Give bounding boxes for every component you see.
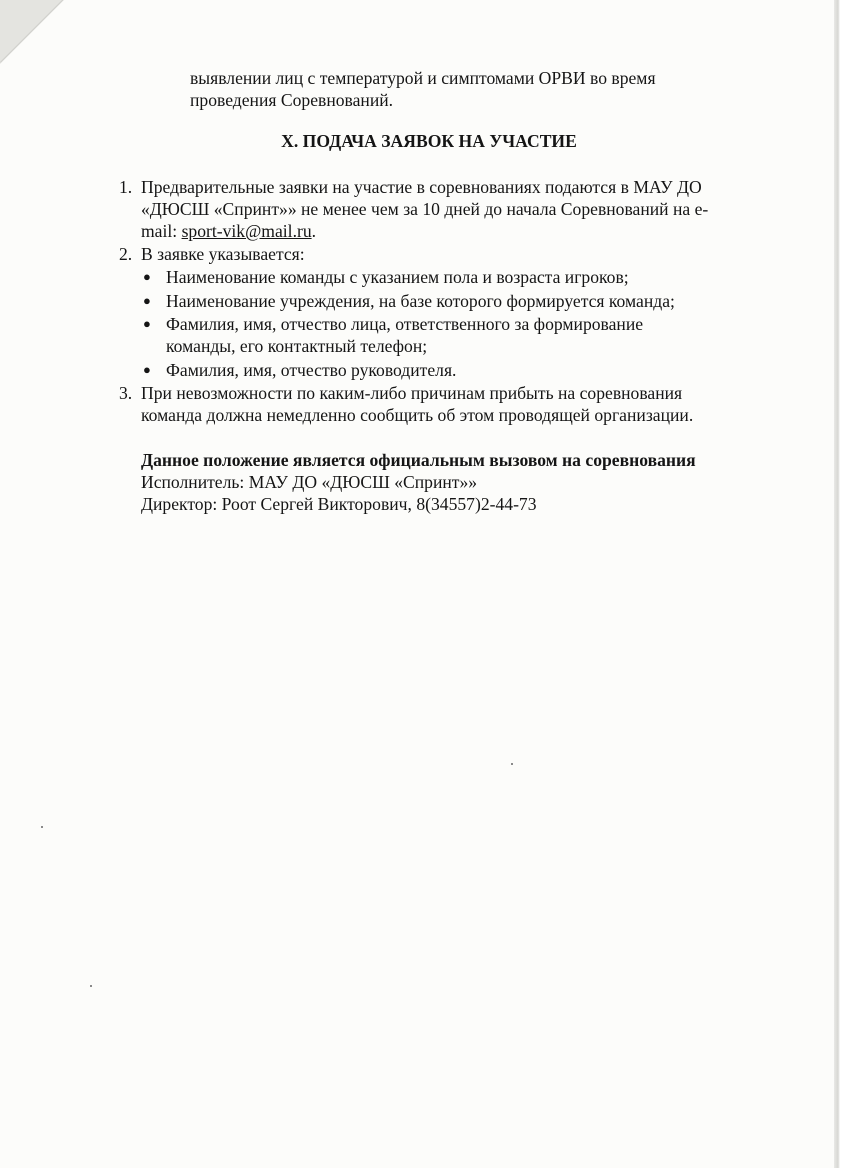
official-call-statement: Данное положение является официальным вызовом на соревнования	[141, 450, 696, 470]
item-1-line-3	[141, 220, 316, 242]
intro-line-1: выявлении лиц с температурой и симптомами ОРВИ во время	[190, 68, 656, 88]
item-1-line-2: «ДЮСШ «Спринт»» не менее чем за 10 дней до начала Соревнований на e-	[141, 199, 709, 219]
scan-speck	[511, 763, 513, 765]
scan-speck	[90, 985, 92, 987]
email-link[interactable]: sport-vik@mail.ru	[181, 221, 312, 241]
bullet-item-3-line-1: Фамилия, имя, отчество лица, ответственного за формирование	[166, 314, 644, 334]
item-3-line-1: При невозможности по каким-либо причинам прибыть на соревнования	[141, 383, 683, 403]
executor-line: Исполнитель: МАУ ДО «ДЮСШ «Спринт»»	[141, 472, 478, 492]
bullet-item-1: Наименование команды с указанием пола и возраста игроков;	[166, 267, 629, 287]
page-edge	[834, 0, 848, 1168]
email-suffix: .	[311, 221, 317, 241]
director-line: Директор: Роот Сергей Викторович, 8(34557)2-44-73	[141, 494, 537, 514]
item-3-line-2: команда должна немедленно сообщить об этом проводящей организации.	[141, 405, 694, 425]
bullet-item-4: Фамилия, имя, отчество руководителя.	[166, 360, 457, 380]
email-prefix: mail:	[141, 221, 182, 241]
item-2-number: 2.	[119, 244, 133, 264]
scan-speck	[41, 826, 43, 828]
bullet-item-2: Наименование учреждения, на базе которого формируется команда;	[166, 291, 675, 311]
item-3-number: 3.	[119, 383, 133, 403]
intro-line-2: проведения Соревнований.	[190, 90, 394, 110]
item-1-number: 1.	[119, 177, 133, 197]
item-2-line-1: В заявке указывается:	[141, 244, 305, 264]
bullet-dot-4: ●	[143, 362, 151, 377]
folded-corner	[0, 0, 64, 64]
bullet-dot-2: ●	[143, 293, 151, 308]
bullet-item-3-line-2: команды, его контактный телефон;	[166, 336, 428, 356]
bullet-dot-1: ●	[143, 269, 151, 284]
item-1-line-1: Предварительные заявки на участие в соревнованиях подаются в МАУ ДО	[141, 177, 702, 197]
section-heading: X. ПОДАЧА ЗАЯВОК НА УЧАСТИЕ	[281, 131, 577, 151]
bullet-dot-3: ●	[143, 316, 151, 331]
